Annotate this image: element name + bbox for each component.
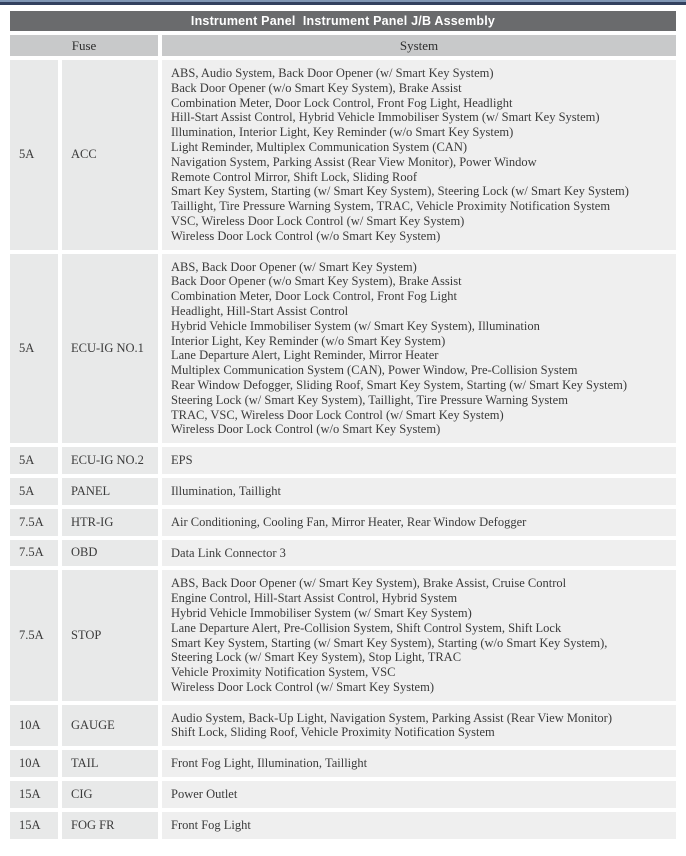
fuse-name-cell: STOP [62,570,158,700]
system-line: Hybrid Vehicle Immobiliser System (w/ Smart Key System), Illumination [171,318,540,333]
system-line: Lane Departure Alert, Light Reminder, Mirror Heater [171,348,439,363]
system-line: Wireless Door Lock Control (w/ Smart Key System) [171,679,434,694]
table-row [10,254,676,444]
system-line: Navigation System, Parking Assist (Rear View Monitor), Power Window [171,154,537,169]
fuse-name-cell: TAIL [62,750,158,777]
fuse-name-cell: HTR-IG [62,509,158,536]
page-content [0,5,686,839]
system-line: Wireless Door Lock Control (w/o Smart Key System) [171,422,441,437]
table-row [10,570,676,700]
table-row [10,478,676,505]
fuse-name-cell: CIG [62,781,158,808]
system-line: Audio System, Back-Up Light, Navigation System, Parking Assist (Rear View Monitor) [171,710,612,725]
system-line: Hybrid Vehicle Immobiliser System (w/ Smart Key System) [171,605,472,620]
system-line: Multiplex Communication System (CAN), Power Window, Pre-Collision System [171,363,578,378]
fuse-amp-cell: 7.5A [10,509,58,536]
system-cell [162,781,676,808]
fuse-name-cell: FOG FR [62,812,158,839]
system-cell [162,254,676,444]
system-line: ABS, Back Door Opener (w/ Smart Key System) [171,259,417,274]
system-line: Shift Lock, Sliding Roof, Vehicle Proximity Notification System [171,725,495,740]
page-title: Instrument Panel Instrument Panel J/B Assembly [10,11,676,31]
system-line: Vehicle Proximity Notification System, VSC [171,665,396,680]
fuse-amp-cell: 15A [10,812,58,839]
system-cell [162,447,676,474]
fuse-amp-cell: 15A [10,781,58,808]
system-cell [162,478,676,505]
system-line: TRAC, VSC, Wireless Door Lock Control (w/ Smart Key System) [171,407,504,422]
fuse-name-cell: GAUGE [62,705,158,747]
system-line: Combination Meter, Door Lock Control, Front Fog Light [171,289,457,304]
system-cell [162,540,676,567]
system-line: Headlight, Hill-Start Assist Control [171,303,349,318]
system-line: ABS, Back Door Opener (w/ Smart Key System), Brake Assist, Cruise Control [171,576,567,591]
system-line: Remote Control Mirror, Shift Lock, Sliding Roof [171,169,418,184]
system-line: Engine Control, Hill-Start Assist Control, Hybrid System [171,591,458,606]
system-line: Data Link Connector 3 [171,545,286,560]
system-line: Combination Meter, Door Lock Control, Front Fog Light, Headlight [171,95,513,110]
system-column-header: System [162,35,676,56]
system-line: Front Fog Light, Illumination, Taillight [171,756,368,771]
system-line: EPS [171,453,193,468]
system-line: Back Door Opener (w/o Smart Key System), Brake Assist [171,274,462,289]
system-line: ABS, Audio System, Back Door Opener (w/ Smart Key System) [171,66,494,80]
table-row [10,60,676,250]
system-cell [162,812,676,839]
table-row [10,540,676,567]
system-line: VSC, Wireless Door Lock Control (w/ Smart Key System) [171,213,465,228]
table-row [10,812,676,839]
fuse-name-cell: ECU-IG NO.1 [62,254,158,444]
system-line: Smart Key System, Starting (w/ Smart Key System), Steering Lock (w/ Smart Key System) [171,184,629,199]
system-line: Front Fog Light [171,817,251,832]
fuse-amp-cell: 5A [10,478,58,505]
system-line: Back Door Opener (w/o Smart Key System), Brake Assist [171,80,462,95]
table-body [10,60,676,839]
fuse-amp-cell: 5A [10,60,58,250]
system-cell [162,750,676,777]
table-row [10,509,676,536]
table-row [10,447,676,474]
fuse-amp-cell: 10A [10,750,58,777]
fuse-name-cell: PANEL [62,478,158,505]
table-header-row [10,35,676,56]
fuse-amp-cell: 10A [10,705,58,747]
system-line: Smart Key System, Starting (w/ Smart Key System), Starting (w/o Smart Key System), [171,635,608,650]
system-line: Light Reminder, Multiplex Communication System (CAN) [171,139,468,154]
table-row [10,781,676,808]
system-line: Air Conditioning, Cooling Fan, Mirror Heater, Rear Window Defogger [171,514,527,529]
fuse-amp-cell: 7.5A [10,540,58,567]
system-cell [162,509,676,536]
fuse-name-cell: ACC [62,60,158,250]
system-cell [162,705,676,747]
system-cell [162,570,676,700]
system-line: Steering Lock (w/ Smart Key System), Stop Light, TRAC [171,650,462,665]
system-line: Illumination, Taillight [171,483,281,498]
table-row [10,705,676,747]
system-line: Steering Lock (w/ Smart Key System), Taillight, Tire Pressure Warning System [171,392,568,407]
fuse-amp-cell: 5A [10,254,58,444]
system-line: Illumination, Interior Light, Key Reminder (w/o Smart Key System) [171,125,514,140]
system-line: Taillight, Tire Pressure Warning System, TRAC, Vehicle Proximity Notification System [171,199,611,214]
system-line: Hill-Start Assist Control, Hybrid Vehicle Immobiliser System (w/ Smart Key System) [171,110,600,125]
fuse-column-header: Fuse [10,35,158,56]
system-line: Power Outlet [171,787,238,802]
system-line: Rear Window Defogger, Sliding Roof, Smart Key System, Starting (w/ Smart Key System) [171,377,628,392]
fuse-amp-cell: 7.5A [10,570,58,700]
system-line: Wireless Door Lock Control (w/o Smart Key System) [171,228,441,243]
fuse-amp-cell: 5A [10,447,58,474]
system-line: Lane Departure Alert, Pre-Collision System, Shift Control System, Shift Lock [171,620,562,635]
system-line: Interior Light, Key Reminder (w/o Smart Key System) [171,333,446,348]
fuse-name-cell: OBD [62,540,158,567]
table-row [10,750,676,777]
system-cell [162,60,676,250]
fuse-name-cell: ECU-IG NO.2 [62,447,158,474]
